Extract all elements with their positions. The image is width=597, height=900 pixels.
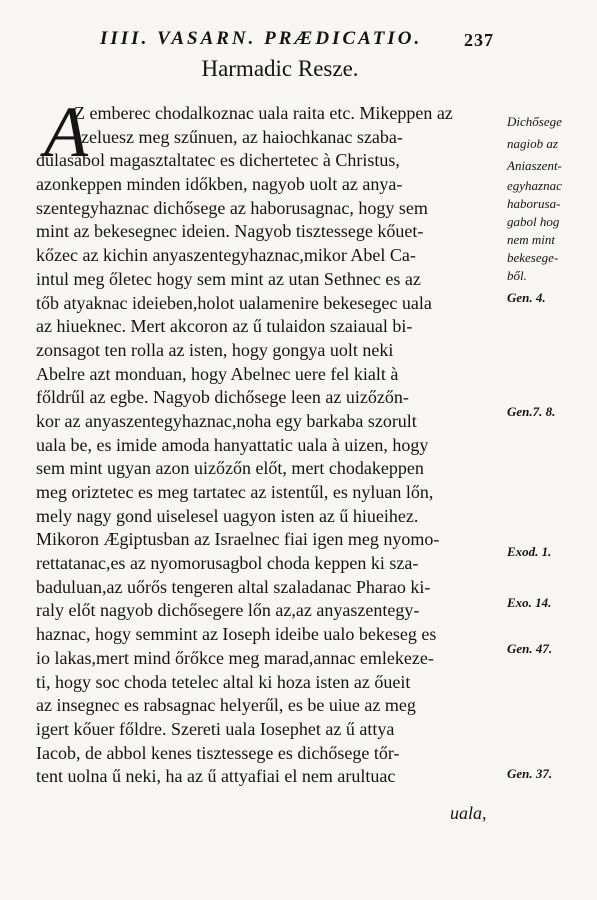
text-line: szentegyhaznac dichősege az haborusagnac, hogy sem [36,197,428,218]
scripture-reference: Exo. 14. [507,595,552,610]
text-line: io lakas,mert mind őrőkce meg marad,annac emlekeze- [36,647,434,668]
scripture-reference: Gen.7. 8. [507,404,556,419]
scripture-reference: Exod. 1. [507,544,552,559]
margin-note: ből. [507,268,527,283]
margin-note: haborusa- [507,196,561,211]
text-line: dulasabol magasztaltatec es dichertetec à Christus, [36,150,400,171]
margin-note: nagiob az [507,136,558,151]
text-line: szeluesz meg szűnuen, az haiochkanac szaba- [74,126,403,147]
text-line: raly előt nagyob dichősegere lőn az,az anyaszentegy- [36,600,420,621]
text-line: mint az bekesegnec ideien. Nagyob tisztessege kőuet- [36,221,424,242]
scripture-reference: Gen. 4. [507,290,546,305]
text-line: rettatanac,es az nyomorusagbol choda keppen ki sza- [36,553,419,574]
text-line: Iacob, de abbol kenes tisztessege es dichősege tőr- [36,742,400,763]
margin-note: nem mint [507,232,556,247]
text-line: uala be, es imide amoda hanyattatic uala à uizen, hogy [36,434,429,455]
text-line: Mikoron Ægiptusban az Israelnec fiai igen meg nyomo- [36,529,440,550]
text-line: meg oriztetec es meg tartatec az istentűl, es nyluan lőn, [36,482,434,502]
text-line: mely nagy gond uiselesel uagyon isten az ű hiueihez. [36,505,419,526]
text-line: azonkeppen minden időkben, nagyob uolt az anya- [36,174,403,195]
margin-note: Dichősege [507,114,562,129]
text-line: zonsagot ten rolla az isten, hogy gongya uolt neki [36,339,394,360]
text-line: tőb atyaknac ideieben,holot ualamenire bekesegec uala [36,292,432,313]
scripture-reference: Gen. 37. [507,766,553,781]
body-text [36,102,506,789]
margin-note: egyhaznac [507,178,562,193]
margin-note: bekesege- [507,250,559,265]
text-line: tent uolna ű neki, ha az ű attyafiai el nem arultuac [36,766,396,787]
text-line: igert kőuer főldre. Szereti uala Iosephet az ű attya [36,718,395,739]
text-line: sem mint ugyan azon uizőzőn előt, mert chodakeppen [36,458,424,479]
text-line: Z emberec chodalkoznac uala raita etc. Mikeppen az [74,103,453,123]
drop-cap: A [44,92,88,172]
scripture-reference: Gen. 47. [507,641,553,656]
text-line: az hiueknec. Mert akcoron az ű tulaidon szaiaual bi- [36,316,413,337]
text-line: kőzec az kichin anyaszentegyhaznac,mikor Abel Ca- [36,245,416,266]
margin-note: Aniaszent- [507,158,562,173]
text-line: Abelre azt monduan, hogy Abelnec uere fel kialt à [36,363,399,384]
catchword: uala, [450,803,487,823]
page-number: 237 [464,30,494,50]
text-line: haznac, hogy semmint az Ioseph ideibe ualo bekeseg es [36,624,437,645]
running-head [0,28,597,58]
running-head-title: IIII. VASARN. PRÆDICATIO. [100,28,423,49]
margin-note: gabol hog [507,214,560,229]
text-line: főldrűl az egbe. Nagyob dichősege leen az uizőzőn- [36,387,409,408]
text-line: baduluan,az uőrős tengeren altal szaladanac Pharao ki- [36,576,431,597]
text-line: ti, hogy soc choda tetelec altal ki hoza isten az őueit [36,671,411,692]
text-line: kor az anyaszentegyhaznac,noha egy barkaba szorult [36,410,417,431]
chapter-title: Harmadic Resze. [201,56,359,81]
text-line: intul meg őletec hogy sem mint az utan Sethnec es az [36,268,421,289]
text-line: az insegnec es rabsagnac helyerűl, es be uiue az meg [36,695,416,716]
